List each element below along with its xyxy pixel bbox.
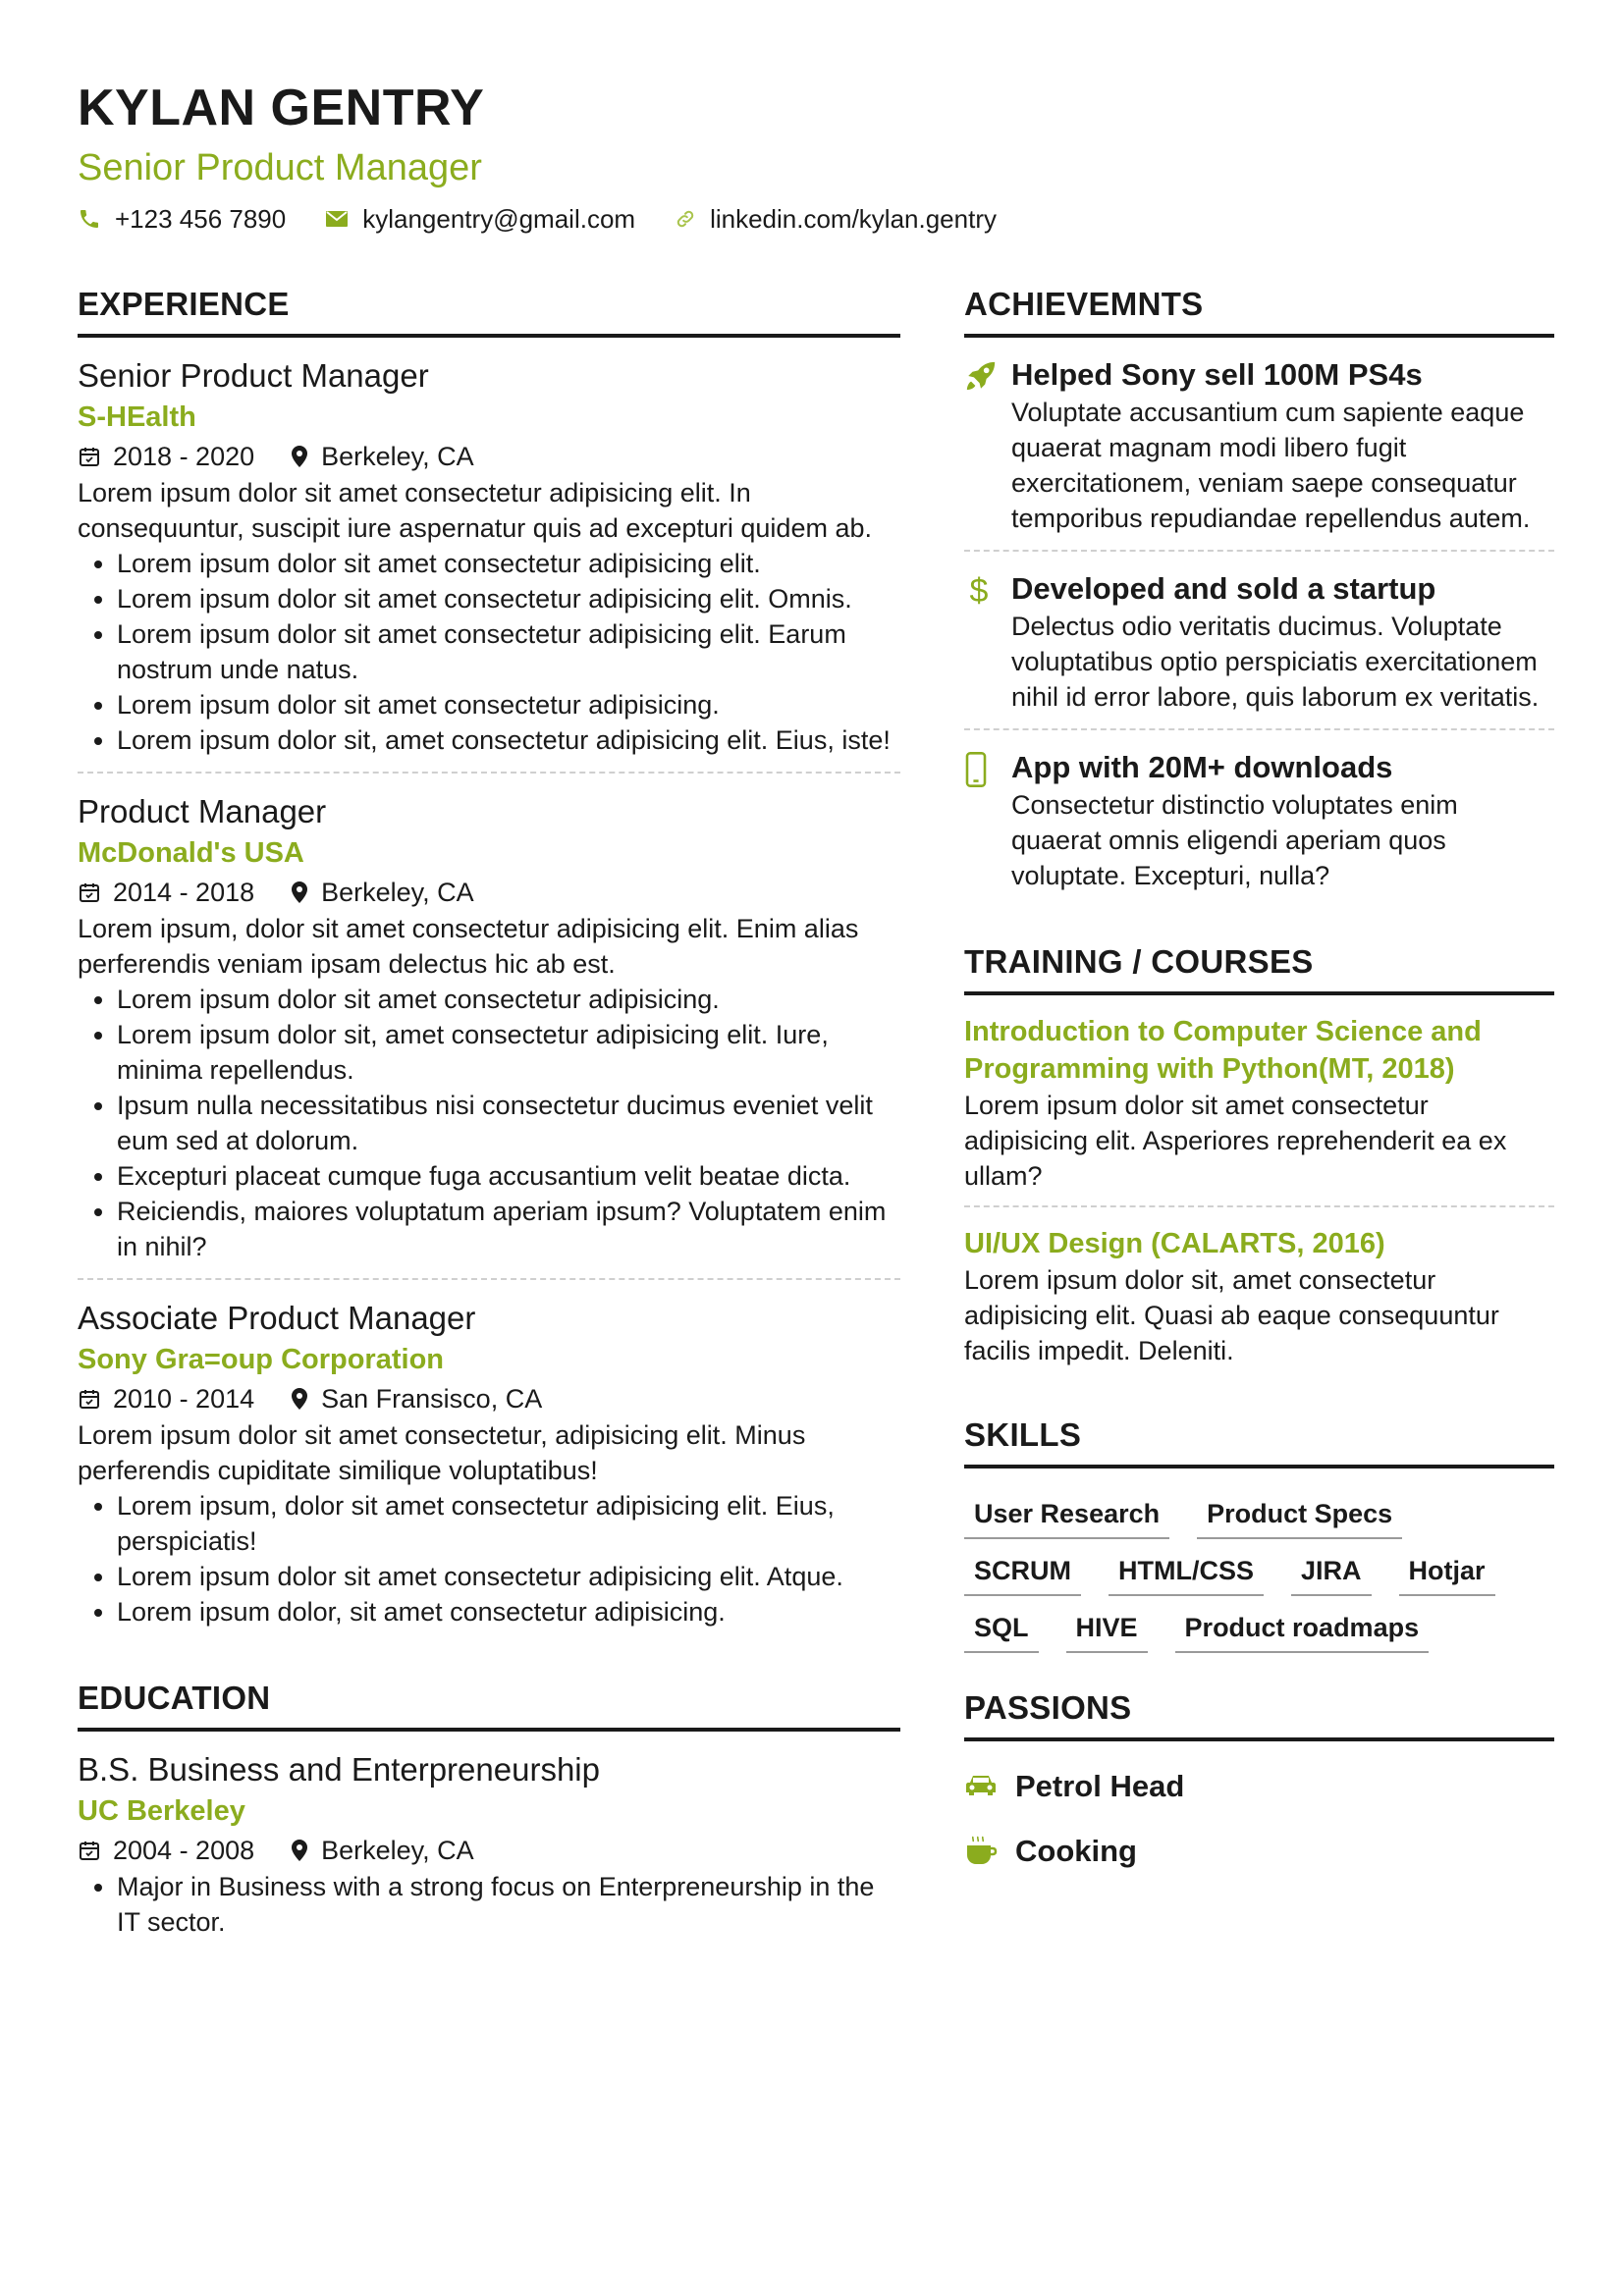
map-pin-icon (290, 881, 309, 904)
job-bullets (78, 546, 900, 758)
mobile-icon (964, 752, 988, 787)
passion-label: Cooking (1015, 1834, 1137, 1868)
calendar-icon (78, 1387, 101, 1411)
education-dates: 2004 - 2008 (78, 1832, 254, 1869)
contact-linkedin[interactable] (675, 202, 997, 236)
list-item: • Lorem ipsum dolor, sit amet consectetur adipisicing. (117, 1594, 900, 1629)
job-summary: Lorem ipsum dolor sit amet consectetur, adipisicing elit. Minus perferendis cupiditate similique voluptatibus! (78, 1420, 806, 1485)
degree-title: B.S. Business and Enterpreneurship (78, 1751, 600, 1788)
course-title: UI/UX Design (CALARTS, 2016) (964, 1228, 1385, 1259)
achievements-heading: ACHIEVEMNTS (964, 285, 1554, 338)
job-dates: 2014 - 2018 (78, 874, 254, 911)
achievement-item (964, 552, 1554, 730)
map-pin-icon (290, 445, 309, 468)
right-column (964, 285, 1554, 1871)
job-entry (78, 338, 900, 774)
job-title: Senior Product Manager (78, 357, 429, 394)
job-dates: 2018 - 2020 (78, 438, 254, 475)
passions-section (964, 1688, 1554, 1871)
company-name: S-HEalth (78, 401, 196, 433)
passion-item (964, 1832, 1554, 1871)
skill-tag: JIRA (1291, 1549, 1372, 1596)
course-item (964, 1207, 1554, 1380)
skill-tag: HIVE (1066, 1606, 1148, 1653)
skill-tag: SCRUM (964, 1549, 1081, 1596)
rocket-icon (964, 359, 998, 393)
achievement-title: Developed and sold a startup (1011, 571, 1436, 606)
school-name: UC Berkeley (78, 1795, 245, 1827)
achievement-icon-wrap (964, 569, 1011, 715)
job-meta (78, 1380, 900, 1417)
dollar-icon (964, 573, 994, 607)
contact-phone[interactable] (78, 202, 286, 236)
passion-item (964, 1767, 1554, 1806)
list-item: • Major in Business with a strong focus on Enterpreneurship in the IT sector. (117, 1869, 900, 1940)
list-item: • Lorem ipsum dolor sit amet consectetur adipisicing elit. Atque. (117, 1559, 900, 1594)
experience-section (78, 285, 900, 1643)
passion-label: Petrol Head (1015, 1769, 1185, 1803)
training-heading: TRAINING / COURSES (964, 942, 1554, 995)
course-desc: Lorem ipsum dolor sit, amet consectetur adipisicing elit. Quasi ab eaque consequuntur facilis impedit. Deleniti. (964, 1265, 1499, 1365)
map-pin-icon (290, 1387, 309, 1411)
job-summary: Lorem ipsum dolor sit amet consectetur adipisicing elit. In consequuntur, suscipit iure aspernatur quis ad excepturi quidem ab. (78, 478, 872, 543)
achievement-icon-wrap (964, 355, 1011, 536)
list-item: • Lorem ipsum dolor sit, amet consectetur adipisicing elit. Eius, iste! (117, 722, 900, 758)
skill-tag: User Research (964, 1492, 1169, 1539)
job-title: Product Manager (78, 793, 327, 829)
calendar-icon (78, 1839, 101, 1862)
contact-bar (78, 202, 1550, 236)
passions-heading: PASSIONS (964, 1688, 1554, 1741)
car-icon (964, 1773, 998, 1800)
skill-tag: Product Specs (1197, 1492, 1402, 1539)
phone-text: +123 456 7890 (115, 204, 287, 234)
envelope-icon (325, 209, 349, 229)
achievement-desc: Voluptate accusantium cum sapiente eaque quaerat magnam modi libero fugit exercitationem, veniam saepe consequatur temporibus repudiandae repellendus autem. (1011, 398, 1531, 533)
job-dates: 2010 - 2014 (78, 1380, 254, 1417)
list-item: • Lorem ipsum dolor sit amet consectetur adipisicing elit. Omnis. (117, 581, 900, 616)
candidate-role: Senior Product Manager (78, 147, 482, 188)
education-bullets (78, 1869, 900, 1940)
skill-tag: Product roadmaps (1175, 1606, 1430, 1653)
achievement-icon-wrap (964, 748, 1011, 893)
skills-heading: SKILLS (964, 1415, 1554, 1468)
education-entry (78, 1732, 900, 1953)
list-item: • Lorem ipsum dolor sit amet consectetur adipisicing. (117, 687, 900, 722)
training-section (964, 942, 1554, 1380)
job-bullets (78, 1488, 900, 1629)
skill-tag: SQL (964, 1606, 1039, 1653)
list-item: • Excepturi placeat cumque fuga accusantium velit beatae dicta. (117, 1158, 900, 1194)
list-item: • Lorem ipsum, dolor sit amet consectetur adipisicing elit. Eius, perspiciatis! (117, 1488, 900, 1559)
education-meta (78, 1832, 900, 1869)
job-location: Berkeley, CA (290, 874, 474, 911)
list-item: • Lorem ipsum dolor sit amet consectetur adipisicing elit. (117, 546, 900, 581)
list-item: • Ipsum nulla necessitatibus nisi consectetur ducimus eveniet velit eum sed at dolorum. (117, 1088, 900, 1158)
skill-tag: Hotjar (1399, 1549, 1495, 1596)
link-icon (675, 208, 696, 230)
resume-header (78, 77, 1550, 236)
phone-icon (78, 207, 101, 231)
achievement-title: Helped Sony sell 100M PS4s (1011, 357, 1423, 392)
company-name: Sony Gra=oup Corporation (78, 1344, 444, 1375)
skill-tag: HTML/CSS (1109, 1549, 1264, 1596)
achievements-section (964, 285, 1554, 907)
calendar-icon (78, 445, 101, 468)
job-location: Berkeley, CA (290, 438, 474, 475)
contact-email[interactable] (325, 202, 635, 236)
list-item: • Lorem ipsum dolor sit, amet consectetur adipisicing elit. Iure, minima repellendus. (117, 1017, 900, 1088)
job-summary: Lorem ipsum, dolor sit amet consectetur adipisicing elit. Enim alias perferendis veniam ipsam delectus hic ab est. (78, 914, 859, 979)
experience-heading: EXPERIENCE (78, 285, 900, 338)
course-title: Introduction to Computer Science and Programming with Python(MT, 2018) (964, 1016, 1482, 1085)
candidate-name: KYLAN GENTRY (78, 80, 485, 136)
achievement-desc: Consectetur distinctio voluptates enim quaerat omnis eligendi aperiam quos voluptate. Excepturi, nulla? (1011, 790, 1458, 890)
course-desc: Lorem ipsum dolor sit amet consectetur adipisicing elit. Asperiores reprehenderit ea ex ullam? (964, 1091, 1507, 1191)
job-bullets (78, 982, 900, 1264)
svg-text:$: $ (969, 573, 989, 607)
achievement-title: App with 20M+ downloads (1011, 750, 1393, 784)
achievement-desc: Delectus odio veritatis ducimus. Voluptate voluptatibus optio perspiciatis exercitationem nihil id error labore, quis laborum ex veritatis. (1011, 612, 1540, 712)
coffee-cup-icon (964, 1835, 998, 1868)
achievement-item (964, 338, 1554, 552)
skills-list (964, 1468, 1554, 1653)
job-title: Associate Product Manager (78, 1300, 476, 1336)
achievement-item (964, 730, 1554, 907)
job-entry (78, 1280, 900, 1643)
list-item: • Reiciendis, maiores voluptatum aperiam ipsum? Voluptatem enim in nihil? (117, 1194, 900, 1264)
skills-section (964, 1415, 1554, 1653)
list-item: • Lorem ipsum dolor sit amet consectetur adipisicing. (117, 982, 900, 1017)
job-entry (78, 774, 900, 1280)
course-item (964, 995, 1554, 1207)
education-heading: EDUCATION (78, 1679, 900, 1732)
calendar-icon (78, 881, 101, 904)
linkedin-text: linkedin.com/kylan.gentry (710, 204, 997, 234)
job-location: San Fransisco, CA (290, 1380, 542, 1417)
company-name: McDonald's USA (78, 837, 304, 869)
job-meta (78, 874, 900, 911)
list-item: • Lorem ipsum dolor sit amet consectetur adipisicing elit. Earum nostrum unde natus. (117, 616, 900, 687)
education-location: Berkeley, CA (290, 1832, 474, 1869)
job-meta (78, 438, 900, 475)
left-column (78, 285, 900, 1953)
map-pin-icon (290, 1839, 309, 1862)
education-section (78, 1679, 900, 1953)
email-text: kylangentry@gmail.com (362, 204, 636, 234)
